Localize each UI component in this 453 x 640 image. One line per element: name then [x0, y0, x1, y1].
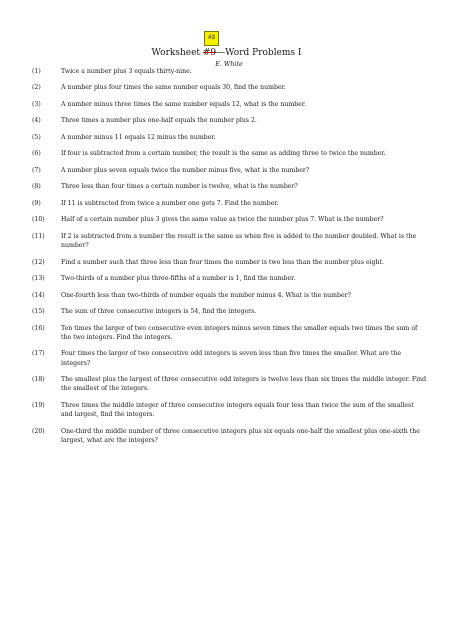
problem-text: Ten times the larger of two consecutive even integers minus seven times the smaller equals two times the sum of the two integers. Find the integers. [61, 324, 418, 341]
problem-text: A number plus seven equals twice the number minus five, what is the number? [61, 166, 310, 174]
problem-text: The sum of three consecutive integers is 54, find the integers. [61, 308, 257, 316]
problem-text: Three times a number plus one-half equals the number plus 2. [61, 117, 257, 125]
problem-text: The smallest plus the largest of three consecutive odd integers is twelve less than six times the middle integer. Find the smallest of the integers. [61, 376, 427, 393]
problem-text: Three times the middle integer of three consecutive integers equals four less than twice the sum of the smallest and largest, find the integers. [61, 401, 414, 419]
problem-text: One-third the middle number of three consecutive integers plus six equals one-half the smallest plus one-sixth the largest, what are the integers? [61, 427, 420, 444]
sticky-note-label: #3 [208, 35, 215, 41]
problem-number: (15) [32, 308, 45, 316]
title-prefix: Worksheet [151, 48, 203, 58]
problem-list [32, 67, 427, 452]
problem-text: If four is subtracted from a certain number, the result is the same as adding three to twice the number. [61, 150, 386, 158]
problem-number: (5) [32, 133, 41, 141]
problem-item [32, 375, 427, 394]
problem-number: (16) [32, 324, 45, 332]
problem-item [32, 133, 427, 142]
problem-number: (7) [32, 166, 41, 174]
problem-text: If 11 is subtracted from twice a number one gets 7. Find the number. [61, 199, 279, 207]
problem-item [32, 116, 427, 125]
problem-text: Four times the larger of two consecutive odd integers is seven less than five times the smaller. What are the integers? [61, 350, 402, 367]
problem-number: (10) [32, 216, 45, 224]
problem-number: (20) [32, 427, 45, 435]
problem-text: One-fourth less than two-thirds of number equals the number minus 4. What is the number? [61, 291, 351, 299]
worksheet-title [0, 47, 453, 59]
problem-text: A number minus three times the same number equals 12, what is the number. [61, 100, 307, 108]
sticky-note [204, 31, 219, 46]
problem-text: Three less than four times a certain number is twelve, what is the number? [61, 183, 298, 191]
problem-item [32, 166, 427, 175]
problem-number: (2) [32, 84, 41, 92]
problem-item [32, 199, 427, 208]
title-suffix: —Word Problems I [216, 48, 302, 58]
problem-text: Half of a certain number plus 3 gives the same value as twice the number plus 7. What is the number? [61, 216, 384, 224]
problem-number: (6) [32, 150, 41, 158]
problem-number: (9) [32, 199, 41, 207]
problem-number: (11) [32, 232, 45, 240]
problem-number: (1) [32, 68, 41, 75]
author-name: E. White [215, 61, 243, 68]
problem-number: (19) [32, 401, 45, 409]
problem-item [32, 274, 427, 283]
problem-item [32, 83, 427, 92]
title-struck-number: #9 [202, 48, 217, 58]
problem-item [32, 307, 427, 316]
problem-item [32, 67, 427, 76]
problem-text: If 2 is subtracted from a number the result is the same as when five is added to the number doubled. What is the number? [61, 232, 417, 250]
problem-number: (18) [32, 376, 45, 384]
problem-item [32, 324, 427, 343]
problem-item [32, 215, 427, 224]
problem-number: (13) [32, 275, 45, 283]
problem-item [32, 427, 427, 446]
problem-text: A number plus four times the same number equals 30, find the number. [61, 84, 286, 92]
problem-item [32, 182, 427, 191]
problem-item [32, 258, 427, 267]
problem-item [32, 291, 427, 300]
problem-item [32, 401, 427, 420]
problem-number: (8) [32, 183, 41, 191]
problem-number: (3) [32, 100, 41, 108]
problem-item [32, 232, 427, 251]
problem-number: (4) [32, 117, 41, 125]
problem-item [32, 149, 427, 158]
problem-text: A number minus 11 equals 12 minus the number. [61, 133, 216, 141]
problem-item [32, 100, 427, 109]
problem-text: Two-thirds of a number plus three-fifths of a number is 1, find the number. [61, 275, 296, 283]
problem-item [32, 349, 427, 368]
problem-number: (14) [32, 291, 45, 299]
problem-number: (17) [32, 350, 45, 358]
problem-text: Find a number such that three less than four times the number is two less than the number plus eight. [61, 258, 385, 266]
problem-number: (12) [32, 258, 45, 266]
problem-text: Twice a number plus 3 equals thirty-nine. [61, 68, 192, 75]
